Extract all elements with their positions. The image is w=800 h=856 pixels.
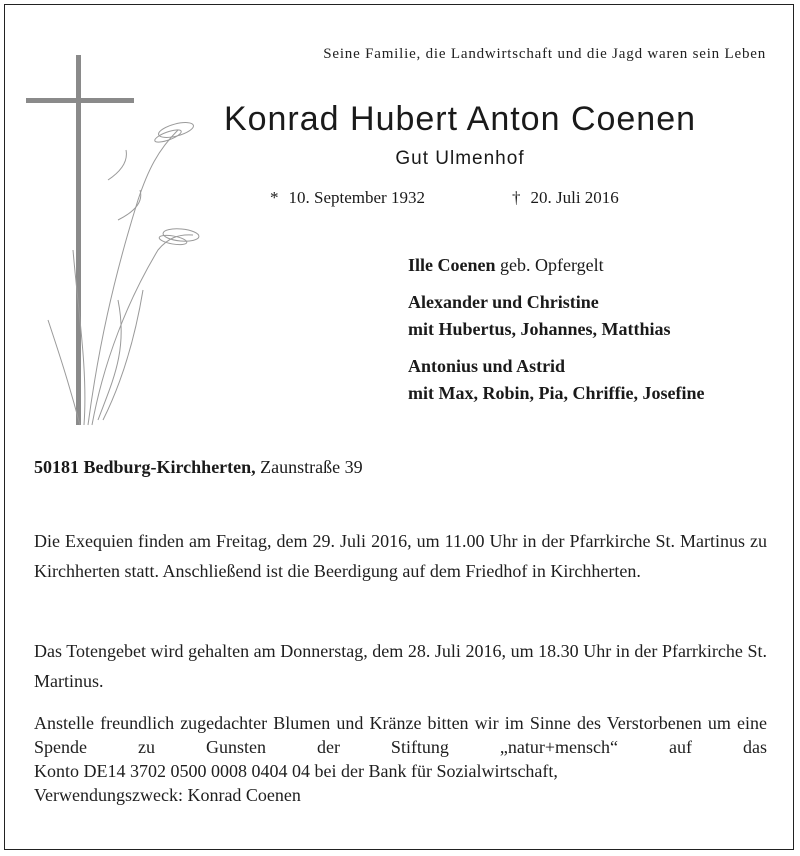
donation-info <box>34 711 767 807</box>
death-date: 20. Juli 2016 <box>530 188 619 207</box>
estate-name: Gut Ulmenhof <box>395 148 525 169</box>
address-place: 50181 Bedburg-Kirchherten, <box>34 457 256 477</box>
birth-date: 10. September 1932 <box>288 188 425 207</box>
donation-line-3: Verwendungszweck: Konrad Coenen <box>34 785 301 805</box>
mourner-family-1: Alexander und Christine <box>408 292 599 312</box>
mourner-family-1-children: mit Hubertus, Johannes, Matthias <box>408 319 671 339</box>
mourner-family-2: Antonius und Astrid <box>408 356 566 376</box>
motto: Seine Familie, die Landwirtschaft und die Jagd waren sein Leben <box>323 46 766 62</box>
address <box>34 457 363 478</box>
donation-line-2: Konto DE14 3702 0500 0008 0404 04 bei der Bank für Sozialwirtschaft, <box>34 761 558 781</box>
mourner-widow-maiden: geb. Opfergelt <box>495 255 604 275</box>
death-cross-icon: † <box>512 188 521 207</box>
mourners-list <box>408 252 704 407</box>
mourner-family-2-children: mit Max, Robin, Pia, Chriffie, Josefine <box>408 383 705 403</box>
birth-date-line <box>270 188 425 208</box>
mourner-widow-name: Ille Coenen <box>408 255 496 275</box>
death-date-line <box>512 188 619 208</box>
funeral-info: Die Exequien finden am Freitag, dem 29. Juli 2016, um 11.00 Uhr in der Pfarrkirche St. Martinus zu Kirchherten statt. Anschließend ist die Beerdigung auf dem Friedhof in Kirchherten. <box>34 531 767 581</box>
address-street: Zaunstraße 39 <box>255 457 363 477</box>
cross-icon <box>26 55 134 425</box>
deceased-name: Konrad Hubert Anton Coenen <box>223 100 697 138</box>
donation-line-1: Anstelle freundlich zugedachter Blumen und Kränze bitten wir im Sinne des Verstorbenen um eine Spende zu Gunsten der Stiftung „natur+mensch“ auf das <box>34 713 767 757</box>
birth-star-icon: * <box>270 188 279 207</box>
mourner-widow <box>408 252 704 279</box>
prayer-info: Das Totengebet wird gehalten am Donnerstag, dem 28. Juli 2016, um 18.30 Uhr in der Pfarrkirche St. Martinus. <box>34 641 767 691</box>
